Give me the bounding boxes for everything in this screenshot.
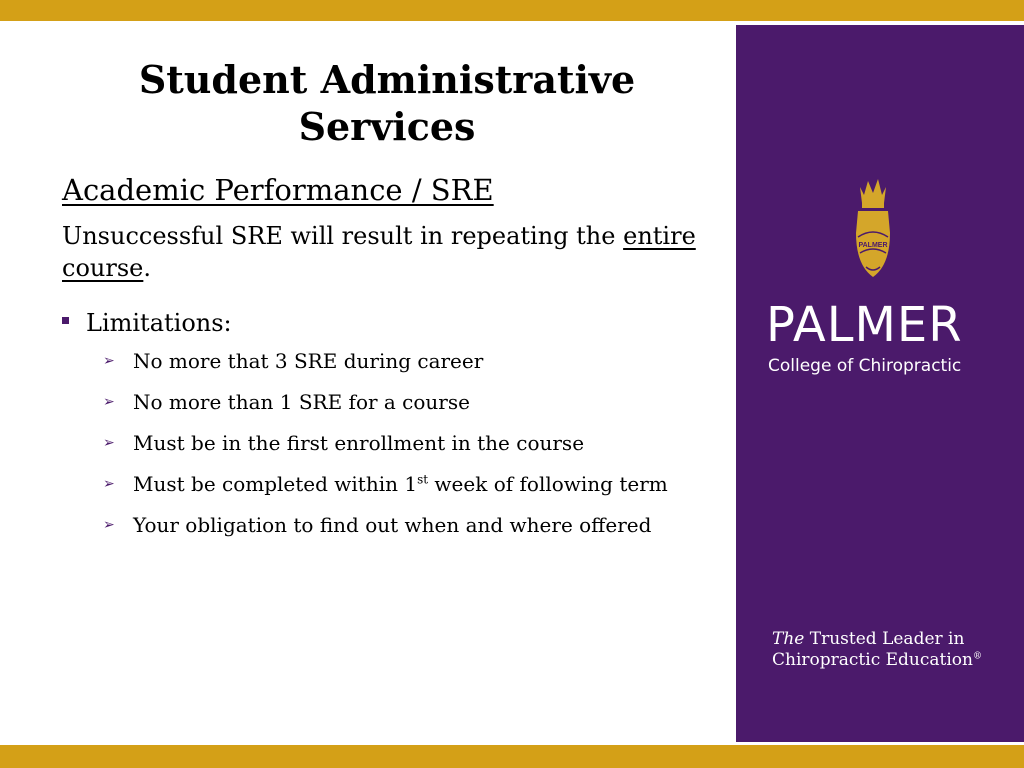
bottom-gold-bar <box>0 745 1024 768</box>
brand-subtitle: College of Chiropractic <box>768 356 962 376</box>
intro-paragraph <box>62 220 712 284</box>
list-item <box>103 430 712 456</box>
list-item-text: Must be in the first enrollment in the course <box>133 431 585 455</box>
arrow-bullet-icon: ➢ <box>103 353 115 369</box>
palmer-crest-logo-icon <box>848 173 898 293</box>
list-item-text: No more that 3 SRE during career <box>133 349 484 373</box>
intro-text: Unsuccessful SRE will result in repeating the <box>62 222 616 250</box>
limitations-list <box>103 348 712 538</box>
list-item <box>103 512 712 538</box>
registered-mark: ® <box>972 651 982 662</box>
arrow-bullet-icon: ➢ <box>103 435 115 451</box>
arrow-bullet-icon: ➢ <box>103 476 115 492</box>
intro-period: . <box>143 254 151 282</box>
arrow-bullet-icon: ➢ <box>103 394 115 410</box>
top-gold-bar <box>0 0 1024 21</box>
bullet-label: Limitations: <box>86 309 232 337</box>
list-item-text: Your obligation to find out when and where offered <box>133 513 652 537</box>
list-item <box>103 471 712 497</box>
list-item-text <box>133 471 668 497</box>
crest-label: PALMER <box>858 242 888 249</box>
arrow-bullet-icon: ➢ <box>103 517 115 533</box>
slide-content <box>62 56 712 553</box>
list-item-text-end: week of following term <box>428 472 668 496</box>
square-bullet-icon <box>62 317 69 324</box>
tagline-line2: Chiropractic Education <box>772 650 973 670</box>
brand-panel <box>736 25 1024 742</box>
list-item-text-start: Must be completed within 1 <box>133 472 418 496</box>
intro-underlined-text: entire course <box>62 222 696 282</box>
brand-name: PALMER <box>766 297 963 353</box>
list-item <box>103 389 712 415</box>
section-subheading: Academic Performance / SRE <box>62 173 494 207</box>
slide-title: Student Administrative Services <box>138 57 636 149</box>
list-item <box>103 348 712 374</box>
ordinal-superscript: st <box>417 472 429 487</box>
list-item-text: No more than 1 SRE for a course <box>133 390 470 414</box>
tagline-line1: Trusted Leader in <box>804 629 965 649</box>
tagline-the: The <box>772 629 805 649</box>
bullet-limitations <box>62 308 712 338</box>
tagline <box>772 629 1012 671</box>
